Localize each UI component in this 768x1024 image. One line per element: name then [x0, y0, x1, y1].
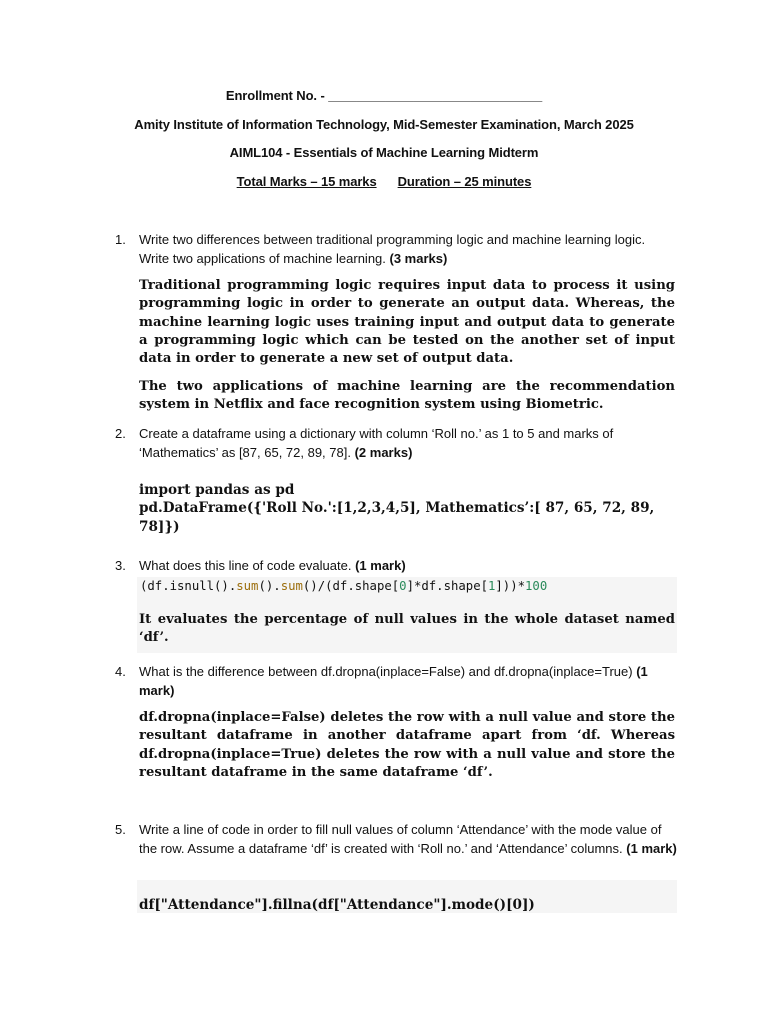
code-snippet: (df.isnull().sum().sum()/(df.shape[0]*df.shape[1]))*100: [140, 579, 548, 593]
answer-2-code: [139, 481, 675, 536]
duration: Duration – 25 minutes: [397, 174, 532, 189]
question-marks: (1 mark): [139, 664, 648, 698]
question-text: Write a line of code in order to fill null values of column ‘Attendance’ with the mode value of the row. Assume a dataframe ‘df’ is created with ‘Roll no.’ and ‘Attendance’ columns. (1 mark): [139, 822, 677, 856]
question-marks: (2 marks): [354, 445, 413, 460]
enrollment-line: Enrollment No. - ______________________________: [225, 88, 543, 103]
question-marks: (3 marks): [389, 251, 448, 266]
question-number: 5.: [115, 822, 126, 837]
question-marks: (1 mark): [355, 558, 406, 573]
question-text: Create a dataframe using a dictionary with column ‘Roll no.’ as 1 to 5 and marks of ‘Mathematics’ as [87, 65, 72, 89, 78]. (2 marks): [139, 426, 614, 460]
total-marks: Total Marks – 15 marks: [236, 174, 377, 189]
question-marks: (1 mark): [626, 841, 677, 856]
course-title: AIML104 - Essentials of Machine Learning Midterm: [229, 145, 539, 160]
question-number: 1.: [115, 232, 126, 247]
question-text: What does this line of code evaluate. (1 mark): [139, 558, 406, 573]
answer-4: df.dropna(inplace=False) deletes the row with a null value and store the resultant dataframe in another dataframe apart from ‘df. Whereas df.dropna(inplace=True) deletes the row with a null value and store the resultant dataframe in the same dataframe ‘df’.: [139, 710, 675, 780]
answer-2-line-2: pd.DataFrame({'Roll No.':[1,2,3,4,5], Mathematics’:[ 87, 65, 72, 89, 78]}): [139, 500, 655, 535]
marks-duration-line: [0, 174, 768, 189]
question-text: Write two differences between traditional programming logic and machine learning logic. Write two applications of machine learning. (3 marks): [139, 232, 646, 266]
answer-1-paragraph-1: Traditional programming logic requires input data to process it using programming logic in order to generate an output data. Whereas, the machine learning logic uses training input and output data to generate a programming logic which can be tested on the another set of input data in order to generate a new set of output data.: [139, 278, 675, 367]
institute-title: Amity Institute of Information Technology, Mid-Semester Examination, March 2025: [134, 117, 634, 132]
question-number: 2.: [115, 426, 126, 441]
answer-2-line-1: import pandas as pd: [139, 482, 295, 498]
answer-1-paragraph-2: The two applications of machine learning are the recommendation system in Netflix and face recognition system using Biometric.: [139, 379, 675, 413]
answer-5-code: df["Attendance"].fillna(df["Attendance"].mode()[0]): [139, 897, 535, 913]
question-text: What is the difference between df.dropna(inplace=False) and df.dropna(inplace=True) (1 mark): [139, 664, 648, 698]
answer-3: It evaluates the percentage of null values in the whole dataset named ‘df’.: [139, 612, 675, 646]
question-number: 4.: [115, 664, 126, 679]
question-number: 3.: [115, 558, 126, 573]
